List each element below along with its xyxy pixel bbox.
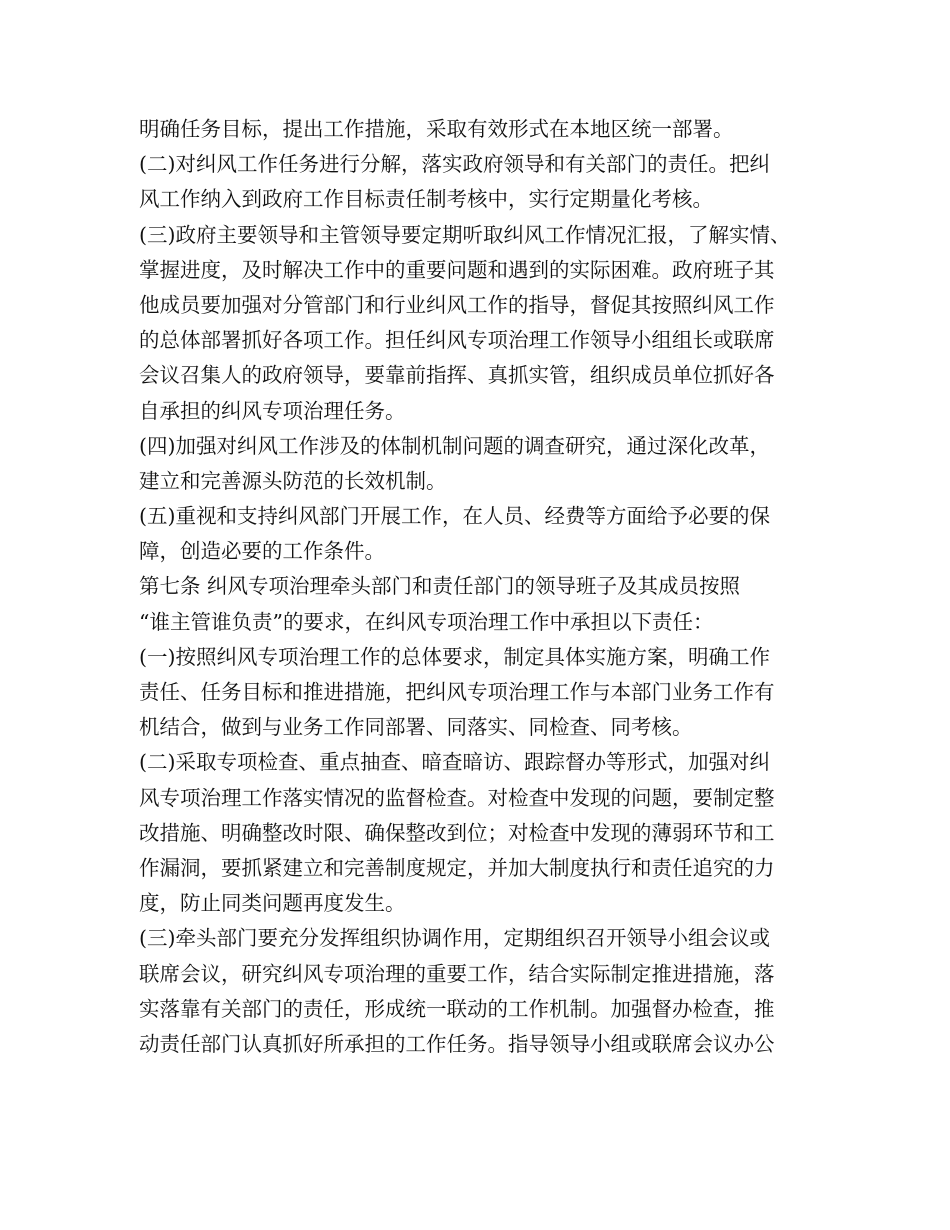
article-heading-line: 第七条 纠风专项治理牵头部门和责任部门的领导班子及其成员按照: [139, 574, 741, 599]
text-line: 的总体部署抓好各项工作。担任纠风专项治理工作领导小组组长或联席: [139, 328, 775, 353]
text-line: 动责任部门认真抓好所承担的工作任务。指导领导小组或联席会议办公: [139, 1031, 775, 1056]
text-line: 风工作纳入到政府工作目标责任制考核中，实行定期量化考核。: [139, 187, 713, 212]
text-line: (五)重视和支持纠风部门开展工作，在人员、经费等方面给予必要的保: [139, 504, 770, 529]
text-line: (二)对纠风工作任务进行分解，落实政府领导和有关部门的责任。把纠: [139, 152, 770, 177]
text-line: 度，防止同类问题再度发生。: [139, 891, 406, 916]
document-body: [139, 112, 839, 1062]
text-line: “谁主管谁负责”的要求，在纠风专项治理工作中承担以下责任：: [139, 609, 714, 634]
text-line: (三)政府主要领导和主管领导要定期听取纠风工作情况汇报，了解实情、: [139, 222, 791, 247]
text-line: (四)加强对纠风工作涉及的体制机制问题的调查研究，通过深化改革，: [139, 433, 770, 458]
text-line: 自承担的纠风专项治理任务。: [139, 398, 406, 423]
text-line: (一)按照纠风专项治理工作的总体要求，制定具体实施方案，明确工作: [139, 644, 770, 669]
text-line: 作漏洞，要抓紧建立和完善制度规定，并加大制度执行和责任追究的力: [139, 855, 775, 880]
text-line: 掌握进度，及时解决工作中的重要问题和遇到的实际困难。政府班子其: [139, 257, 775, 282]
text-line: 联席会议，研究纠风专项治理的重要工作，结合实际制定推进措施，落: [139, 961, 775, 986]
text-line: 风专项治理工作落实情况的监督检查。对检查中发现的问题，要制定整: [139, 785, 775, 810]
text-line: 明确任务目标，提出工作措施，采取有效形式在本地区统一部署。: [139, 117, 734, 141]
text-line: 责任、任务目标和推进措施，把纠风专项治理工作与本部门业务工作有: [139, 680, 775, 704]
text-line: (二)采取专项检查、重点抽查、暗查暗访、跟踪督办等形式，加强对纠: [139, 750, 770, 775]
text-line: (三)牵头部门要充分发挥组织协调作用，定期组织召开领导小组会议或: [139, 926, 770, 951]
text-line: 他成员要加强对分管部门和行业纠风工作的指导，督促其按照纠风工作: [139, 292, 775, 317]
text-line: 会议召集人的政府领导，要靠前指挥、真抓实管，组织成员单位抓好各: [139, 363, 775, 388]
text-line: 建立和完善源头防范的长效机制。: [139, 468, 447, 493]
text-line: 障，创造必要的工作条件。: [139, 539, 385, 564]
text-line: 实落靠有关部门的责任，形成统一联动的工作机制。加强督办检查，推: [139, 996, 775, 1021]
text-line: 机结合，做到与业务工作同部署、同落实、同检查、同考核。: [139, 715, 693, 740]
text-line: 改措施、明确整改时限、确保整改到位；对检查中发现的薄弱环节和工: [139, 820, 775, 845]
